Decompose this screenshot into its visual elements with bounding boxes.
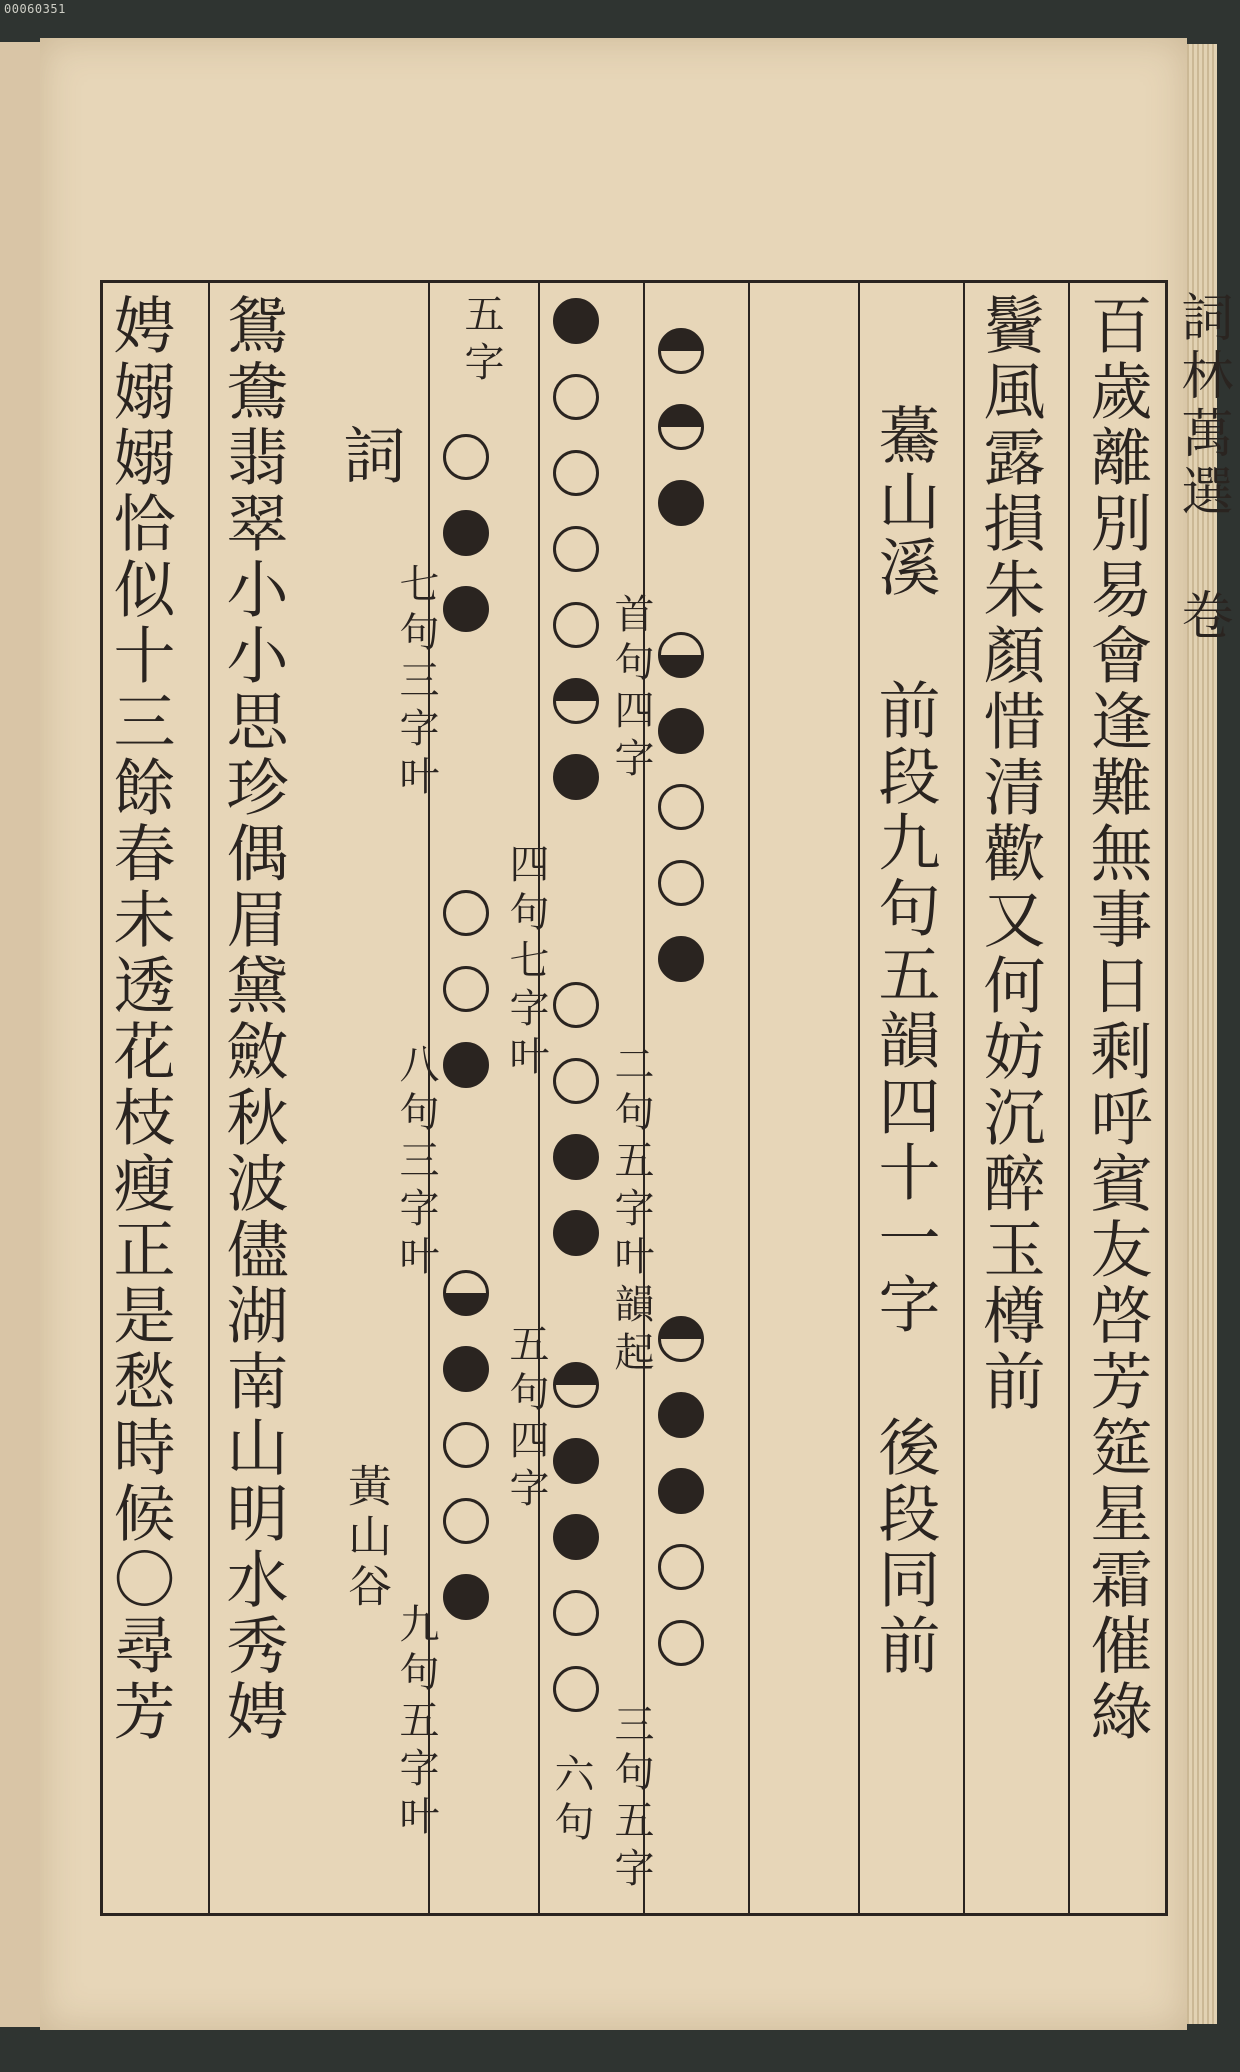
tone-mark-spacer <box>443 814 489 860</box>
tone-mark-full <box>658 1392 704 1438</box>
tone-mark-half-bottom <box>443 1270 489 1316</box>
tone-mark-half-top <box>553 678 599 724</box>
tone-mark-full <box>443 1042 489 1088</box>
tone-mark-full <box>443 1346 489 1392</box>
tone-mark-empty <box>443 966 489 1012</box>
tone-mark-spacer <box>443 1194 489 1240</box>
tone-mark-spacer <box>658 1164 704 1210</box>
scan-id-label: 00060351 <box>4 2 66 16</box>
annotation-eighth-line: 八句三字叶 <box>393 1043 439 1283</box>
annotation-sixth-line: 六句 <box>548 1753 594 1849</box>
tone-mark-spacer <box>553 906 599 952</box>
tone-mark-empty <box>553 982 599 1028</box>
divider-1 <box>1068 283 1070 1913</box>
tone-mark-spacer <box>658 1088 704 1134</box>
tone-pattern-column-b <box>553 283 599 1727</box>
tone-mark-full <box>658 936 704 982</box>
tone-mark-full <box>553 1438 599 1484</box>
annotation-fifth-line: 五句四字 <box>503 1323 549 1515</box>
tone-mark-empty <box>658 784 704 830</box>
poem-line-4: 娉嫋嫋恰似十三餘春未透花枝瘦正是愁時候〇尋芳 <box>103 293 176 1745</box>
tone-mark-full <box>443 586 489 632</box>
annotation-fourth-line: 四句七字叶 <box>503 843 549 1083</box>
tone-mark-full <box>553 1210 599 1256</box>
previous-page-edge <box>0 42 42 2027</box>
tone-mark-empty <box>658 1544 704 1590</box>
tone-mark-spacer <box>553 1286 599 1332</box>
tone-mark-empty <box>658 1620 704 1666</box>
tone-mark-spacer <box>658 1240 704 1286</box>
tone-mark-empty <box>443 890 489 936</box>
tone-mark-full <box>553 1514 599 1560</box>
tone-mark-empty <box>553 1590 599 1636</box>
tone-mark-half-top <box>658 328 704 374</box>
running-header: 詞林萬選 卷 <box>1172 290 1232 646</box>
tone-mark-empty <box>553 450 599 496</box>
divider-4 <box>748 283 750 1913</box>
tone-mark-full <box>658 708 704 754</box>
tone-mark-full <box>553 754 599 800</box>
tone-mark-half-top <box>658 404 704 450</box>
tone-mark-empty <box>553 1058 599 1104</box>
tone-pattern-column-a <box>658 313 704 1681</box>
tone-mark-half-bottom <box>658 632 704 678</box>
tone-mark-empty <box>553 1666 599 1712</box>
tone-mark-empty <box>553 374 599 420</box>
annotation-ninth-line: 九句五字叶 <box>393 1603 439 1843</box>
tone-mark-empty <box>658 860 704 906</box>
annotation-second-line: 二句五字叶韻起 <box>608 1043 654 1379</box>
tone-mark-empty <box>443 434 489 480</box>
tone-mark-spacer <box>443 1118 489 1164</box>
tone-mark-half-top <box>658 1316 704 1362</box>
divider-3 <box>858 283 860 1913</box>
tone-mark-full <box>658 1468 704 1514</box>
text-frame <box>100 280 1168 1916</box>
tone-mark-empty <box>553 602 599 648</box>
tone-pattern-column-c <box>443 343 489 1635</box>
poem-line-1: 百歲離別易會逢難無事日剩呼賓友啓芳筵星霜催綠 <box>1080 293 1153 1745</box>
tune-title-line: 驀山溪 前段九句五韻四十一字 後段同前 <box>868 403 941 1679</box>
poem-line-3: 鴛鴦翡翠小小思珍偶眉黛斂秋波儘湖南山明水秀娉 <box>216 293 289 1745</box>
tone-mark-full <box>658 480 704 526</box>
tone-mark-half-top <box>553 1362 599 1408</box>
tone-mark-empty <box>443 1422 489 1468</box>
divider-8 <box>208 283 210 1913</box>
tone-mark-spacer <box>658 556 704 602</box>
tone-mark-spacer <box>443 738 489 784</box>
tone-mark-spacer <box>553 830 599 876</box>
annotation-third-line: 三句五字 <box>608 1703 654 1895</box>
divider-6 <box>538 283 540 1913</box>
author-name: 黃山谷 <box>340 1463 391 1613</box>
tone-mark-full <box>553 298 599 344</box>
tone-mark-full <box>443 510 489 556</box>
tone-mark-full <box>443 1574 489 1620</box>
annotation-first-line: 首句四字 <box>608 593 654 785</box>
annotation-five-chars: 五字 <box>458 293 504 389</box>
tone-mark-empty <box>553 526 599 572</box>
tone-mark-spacer <box>443 662 489 708</box>
annotation-seventh-line: 七句三字叶 <box>393 563 439 803</box>
tone-mark-spacer <box>658 1012 704 1058</box>
section-label: 詞 <box>333 423 406 489</box>
tone-mark-full <box>553 1134 599 1180</box>
poem-line-2: 鬢風露損朱顏惜清歡又何妨沉醉玉樽前 <box>973 293 1046 1415</box>
divider-2 <box>963 283 965 1913</box>
tone-mark-empty <box>443 1498 489 1544</box>
